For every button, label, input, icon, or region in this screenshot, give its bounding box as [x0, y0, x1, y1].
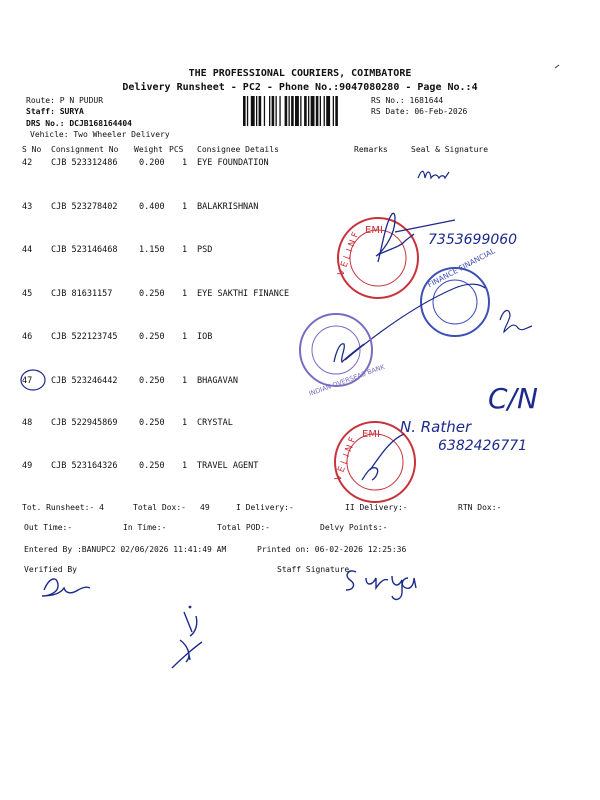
cell-sno: 46 [22, 332, 33, 342]
cell-sno: 45 [22, 289, 33, 299]
cell-weight: 0.250 [139, 461, 165, 471]
cell-consignee: PSD [197, 245, 213, 255]
vehicle-label: Vehicle: Two Wheeler Delivery [30, 130, 170, 139]
verified-by: Verified By [24, 565, 77, 574]
cell-consignment: CJB 523146468 [51, 245, 118, 255]
emi-stamp-label: EMI [362, 429, 380, 440]
company-title: THE PROFESSIONAL COURIERS, COIMBATORE [188, 68, 412, 79]
cell-sno: 49 [22, 461, 33, 471]
cell-consignment: CJB 522123745 [51, 332, 118, 342]
runsheet-subtitle: Delivery Runsheet - PC2 - Phone No.:9047080280 - Page No.:4 [122, 82, 478, 93]
cell-weight: 0.250 [139, 376, 165, 386]
circle-mark-47 [21, 370, 45, 390]
cell-consignee: CRYSTAL [197, 418, 233, 428]
cell-consignee: EYE FOUNDATION [197, 158, 269, 168]
handwritten-phone-2: 6382426771 [438, 438, 528, 454]
staff-label: Staff: SURYA [26, 107, 84, 116]
svg-text:V E L I N F: V E L I N F [336, 231, 362, 278]
total-dox-value: 49 [200, 503, 210, 512]
ii-delivery: II Delivery:- [345, 503, 408, 512]
svg-text:V E L I N F: V E L I N F [333, 436, 359, 483]
handwritten-phone-1: 7353699060 [428, 232, 518, 248]
total-pod: Total POD:- [217, 523, 270, 532]
cell-pcs: 1 [182, 245, 188, 255]
cell-sno: 47 [22, 376, 33, 386]
entered-by: Entered By :BANUPC2 02/06/2026 11:41:49 AM [24, 545, 227, 554]
cell-weight: 0.400 [139, 202, 165, 212]
out-time: Out Time:- [24, 523, 73, 532]
signature-row-45 [500, 310, 532, 332]
staff-signature [346, 571, 416, 600]
tot-runsheet: Tot. Runsheet:- 4 [22, 503, 104, 512]
header-seal-signature: Seal & Signature [411, 145, 489, 154]
cell-sno: 48 [22, 418, 33, 428]
rs-number: RS No.: 1681644 [371, 96, 444, 105]
cell-pcs: 1 [182, 289, 188, 299]
cell-sno: 44 [22, 245, 33, 255]
i-delivery: I Delivery:- [236, 503, 294, 512]
drs-number: DRS No.: DCJB168164404 [26, 119, 132, 128]
bank-stamp-label: INDIAN OVERSEAS BANK [307, 362, 386, 398]
cell-consignment: CJB 522945869 [51, 418, 118, 428]
signature-row-42 [418, 171, 449, 178]
staff-signature-label: Staff Signature [277, 565, 350, 574]
verifier-signature [42, 579, 90, 596]
in-time: In Time:- [123, 523, 167, 532]
signature-row-49 [362, 434, 404, 480]
rtn-dox: RTN Dox:- [458, 503, 502, 512]
cell-weight: 1.150 [139, 245, 165, 255]
cell-consignment: CJB 523278402 [51, 202, 118, 212]
cell-sno: 42 [22, 158, 33, 168]
cell-pcs: 1 [182, 376, 188, 386]
cell-pcs: 1 [182, 461, 188, 471]
finance-stamp [421, 246, 497, 336]
cell-sno: 43 [22, 202, 33, 212]
cell-consignment: CJB 523164326 [51, 461, 118, 471]
cell-pcs: 1 [182, 418, 188, 428]
signature-dot [189, 606, 192, 609]
header-consignee: Consignee Details [197, 145, 279, 154]
cell-weight: 0.250 [139, 332, 165, 342]
rs-date: RS Date: 06-Feb-2026 [371, 107, 468, 116]
finance-stamp-label: FINANCE FINANCIAL [426, 246, 497, 290]
delvy-points: Delvy Points:- [320, 523, 388, 532]
cell-consignment: CJB 523312486 [51, 158, 118, 168]
cell-consignment: CJB 81631157 [51, 289, 113, 299]
cell-pcs: 1 [182, 202, 188, 212]
cell-pcs: 1 [182, 332, 188, 342]
handwritten-name: N. Rather [400, 418, 472, 436]
header-remarks: Remarks [354, 145, 388, 154]
bank-stamp [300, 314, 386, 398]
cell-consignee: IOB [197, 332, 213, 342]
header-sno: S No [22, 145, 42, 154]
emi-stamp-label: EMI [365, 225, 383, 236]
cell-consignee: TRAVEL AGENT [197, 461, 259, 471]
cell-pcs: 1 [182, 158, 188, 168]
handwritten-cn: C/N [488, 382, 538, 415]
lower-signature [172, 612, 202, 668]
cell-consignee: BHAGAVAN [197, 376, 238, 386]
cell-weight: 0.250 [139, 418, 165, 428]
scan-mark [555, 65, 559, 68]
printed-on: Printed on: 06-02-2026 12:25:36 [257, 545, 407, 554]
header-weight: Weight [134, 145, 163, 154]
cell-weight: 0.200 [139, 158, 165, 168]
cell-consignee: EYE SAKTHI FINANCE [197, 289, 290, 299]
cell-consignee: BALAKRISHNAN [197, 202, 259, 212]
header-pcs: PCS [169, 145, 184, 154]
cell-consignment: CJB 523246442 [51, 376, 118, 386]
cell-weight: 0.250 [139, 289, 165, 299]
total-dox-label: Total Dox:- [133, 503, 186, 512]
header-consignment: Consignment No [51, 145, 119, 154]
route-label: Route: P N PUDUR [26, 96, 104, 105]
